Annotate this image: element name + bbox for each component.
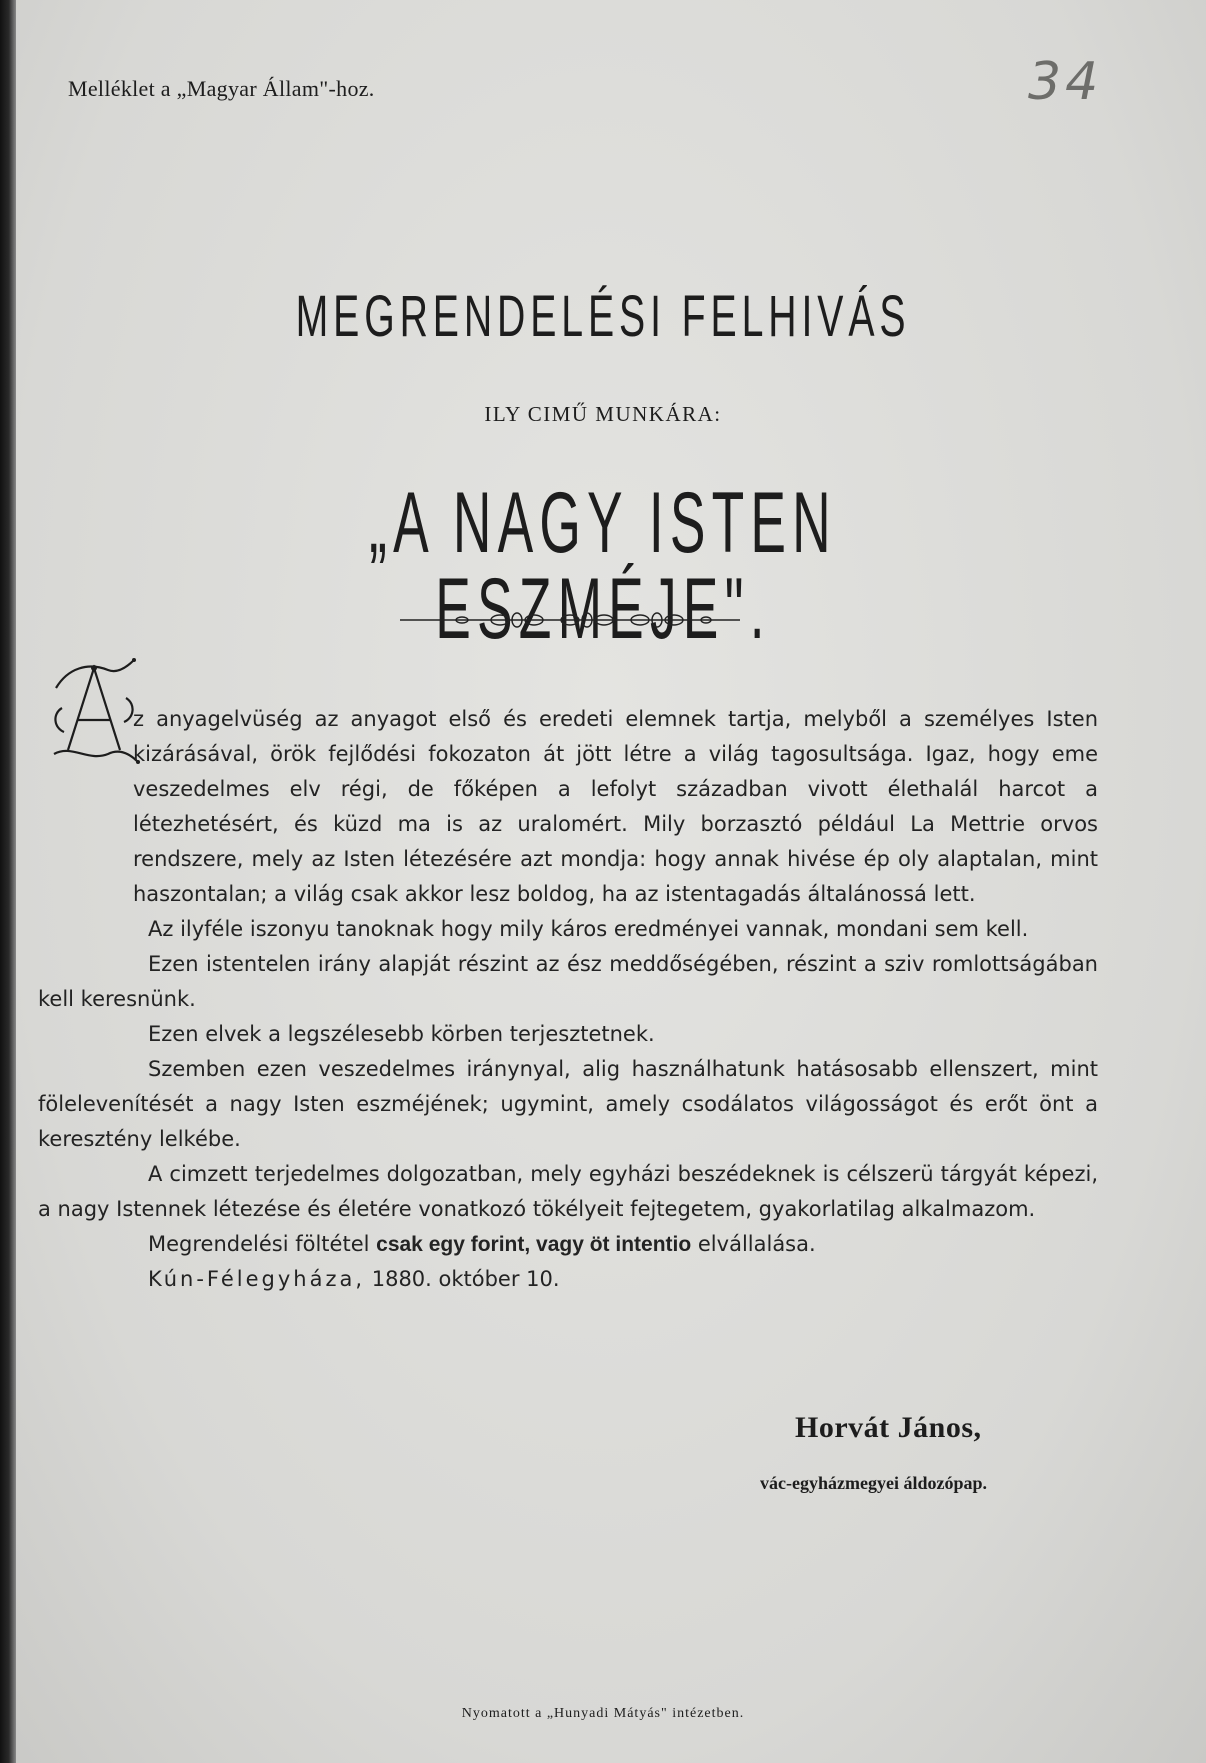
paragraph-4: Ezen elvek a legszélesebb körben terjesztetnek. [148,1022,655,1046]
author-title: vác-egyházmegyei áldozópap. [760,1473,987,1493]
printer-imprint: Nyomatott a „Hunyadi Mátyás" intézetben. [461,1706,745,1721]
author-signature: Horvát János, [795,1411,982,1444]
announcement-subtitle: ILY CIMŰ MUNKÁRA: [484,402,722,426]
ornamental-divider [400,611,740,629]
supplement-note: Melléklet a „Magyar Állam"-hoz. [68,76,375,101]
order-condition-lead: Megrendelési föltétel [148,1232,370,1256]
order-condition-price: csak egy forint, vagy öt intentio [376,1233,692,1256]
place-name: Kún-Félegyháza, [148,1267,366,1291]
paragraph-1: z anyagelvüség az anyagot első és eredeti elemnek tartja, melyből a személyes Isten kizárásával, örök fejlődési fokozaton át jött létre a világ tagosultsága. Igaz, hogy eme veszedelmes elv régi, de főképen a lefolyt században vivott élethalál harcot a létezhetésért, és küzd ma is az uralomért. Mily borzasztó például La Mettrie orvos rendszere, mely az Isten létezésére azt mondja: hogy annak hivése ép oly alaptalan, mint haszontalan; a világ csak akkor lesz boldog, ha az istentagadás általánossá lett. [133,707,1098,906]
paragraph-6: A cimzett terjedelmes dolgozatban, mely egyházi beszédeknek is célszerü tárgyát képezi, a nagy Istennek létezése és életére vonatkozó tökélyeit fejtegetem, gyakorlatilag alkalmazom. [38,1162,1098,1221]
handwritten-folio-number: 34 [1028,52,1103,112]
paragraph-5: Szemben ezen veszedelmes iránynyal, alig használhatunk hatásosabb ellenszert, mint fölelevenítését a nagy Isten eszméjének; ugymint, amely csodálatos világosságot és erőt önt a keresztény lelkébe. [38,1057,1098,1151]
paragraph-2: Az ilyféle iszonyu tanoknak hogy mily káros eredményei vannak, mondani sem kell. [148,917,1029,941]
issue-date: 1880. október 10. [371,1267,560,1291]
place-date-line [38,1262,1098,1297]
body-text [38,702,1098,1297]
scan-edge-shadow [0,0,16,1763]
paragraph-3: Ezen istentelen irány alapját részint az ész meddőségében, részint a sziv romlottságában kell keresnünk. [38,952,1098,1011]
work-title: „A NAGY ISTEN ESZMÉJE". [369,475,837,657]
announcement-title: MEGRENDELÉSI FELHIVÁS [295,282,911,349]
order-condition-tail: elvállalása. [697,1232,816,1256]
paragraph-7 [38,1227,1098,1262]
